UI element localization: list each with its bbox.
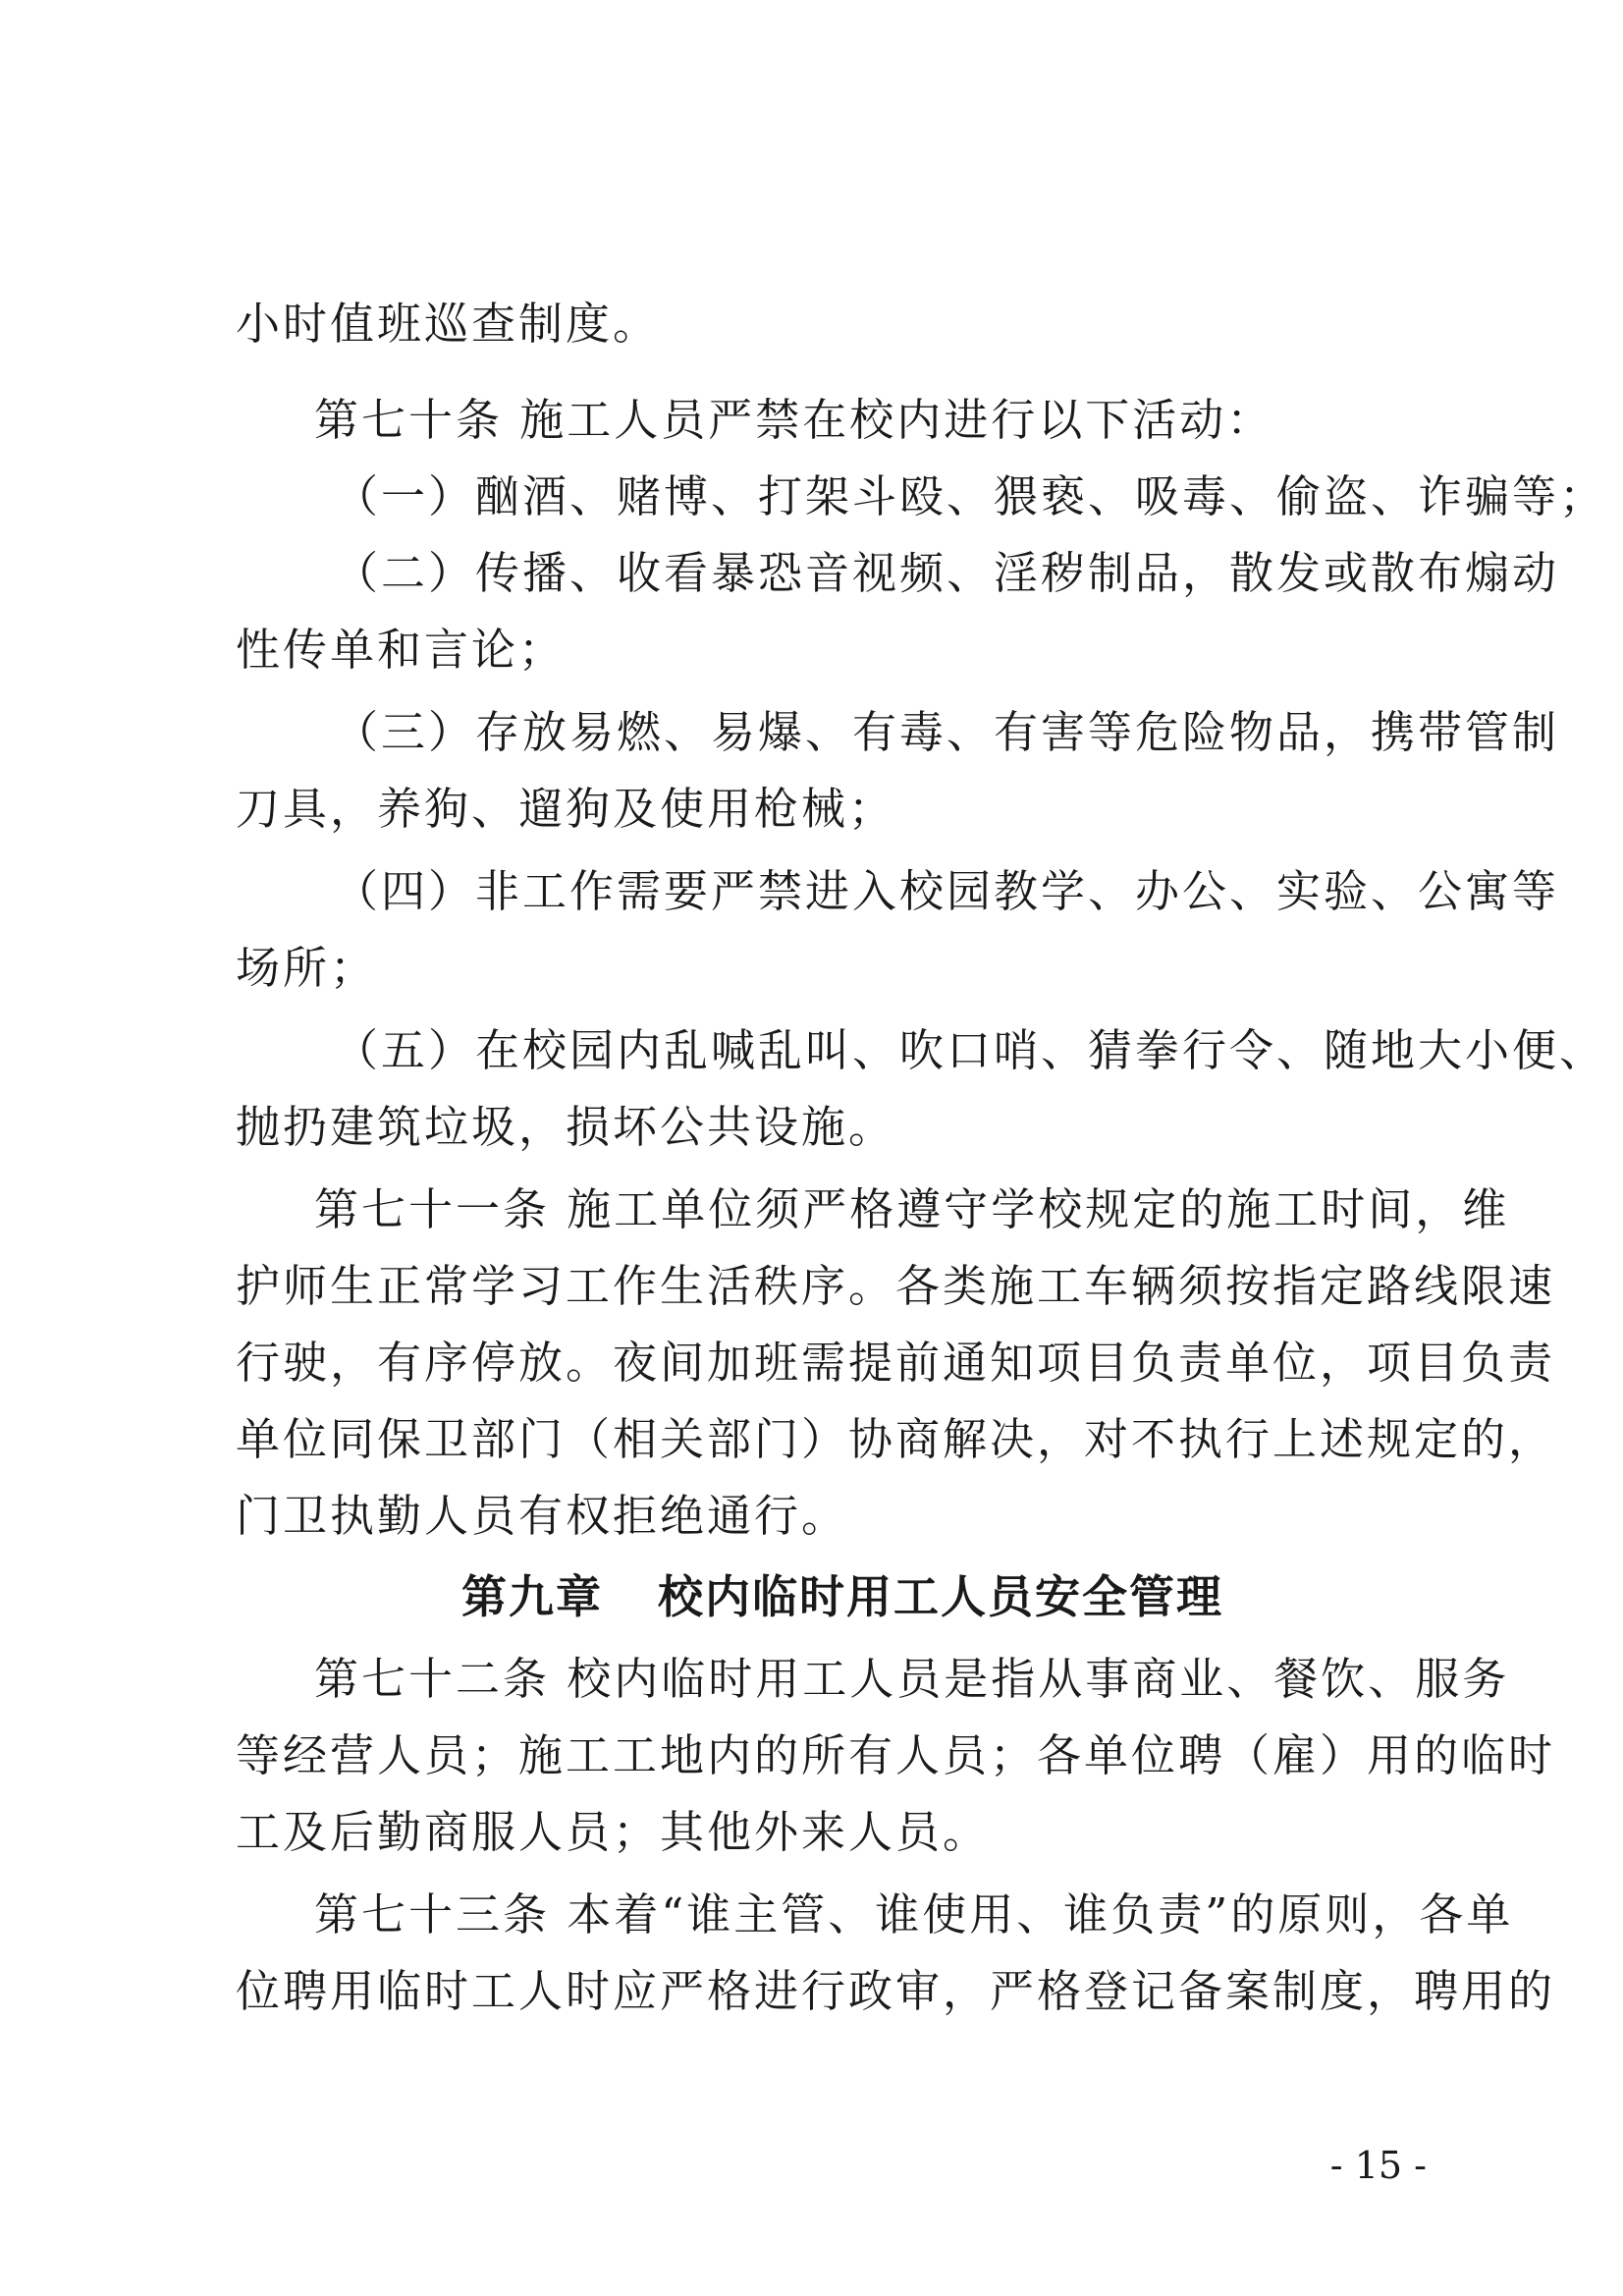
list-item-1: （一）酗酒、赌博、打架斗殴、猥亵、吸毒、偷盗、诈骗等； (334, 470, 1607, 522)
chapter-number: 第九章 (461, 1570, 603, 1623)
list-item-3: （三）存放易燃、易爆、有毒、有害等危险物品，携带管制 (334, 706, 1560, 758)
text-line: 等经营人员；施工工地内的所有人员；各单位聘（雇）用的临时 (236, 1729, 1556, 1781)
text-line: 小时值班巡查制度。 (236, 298, 661, 350)
article-70-heading: 第七十条 施工人员严禁在校内进行以下活动： (314, 394, 1274, 446)
chapter-heading (461, 1567, 1345, 1626)
text-line: 位聘用临时工人时应严格进行政审，严格登记备案制度，聘用的 (236, 1965, 1556, 2017)
page-number: - 15 - (1329, 2144, 1427, 2187)
text-line: 单位同保卫部门（相关部门）协商解决，对不执行上述规定的， (236, 1413, 1556, 1465)
article-73-heading: 第七十三条 本着“谁主管、谁使用、谁负责”的原则，各单 (314, 1888, 1514, 1941)
text-line: 工及后勤商服人员；其他外来人员。 (236, 1806, 991, 1858)
list-item-2: （二）传播、收看暴恐音视频、淫秽制品，散发或散布煽动 (334, 547, 1560, 599)
article-72-heading: 第七十二条 校内临时用工人员是指从事商业、餐饮、服务 (314, 1653, 1510, 1705)
article-71-heading: 第七十一条 施工单位须严格遵守学校规定的施工时间，维 (314, 1183, 1510, 1235)
text-line: 刀具，养狗、遛狗及使用枪械； (236, 783, 896, 835)
text-line: 护师生正常学习工作生活秩序。各类施工车辆须按指定路线限速 (236, 1260, 1556, 1312)
chapter-title: 校内临时用工人员安全管理 (658, 1570, 1223, 1623)
text-line: 场所； (236, 942, 378, 994)
list-item-5: （五）在校园内乱喊乱叫、吹口哨、猜拳行令、随地大小便、 (334, 1024, 1607, 1076)
text-line: 门卫执勤人员有权拒绝通行。 (236, 1490, 849, 1542)
text-line: 抛扔建筑垃圾，损坏公共设施。 (236, 1101, 896, 1153)
list-item-4: （四）非工作需要严禁进入校园教学、办公、实验、公寓等 (334, 865, 1560, 917)
text-line: 性传单和言论； (236, 624, 567, 676)
text-line: 行驶，有序停放。夜间加班需提前通知项目负责单位，项目负责 (236, 1337, 1556, 1389)
